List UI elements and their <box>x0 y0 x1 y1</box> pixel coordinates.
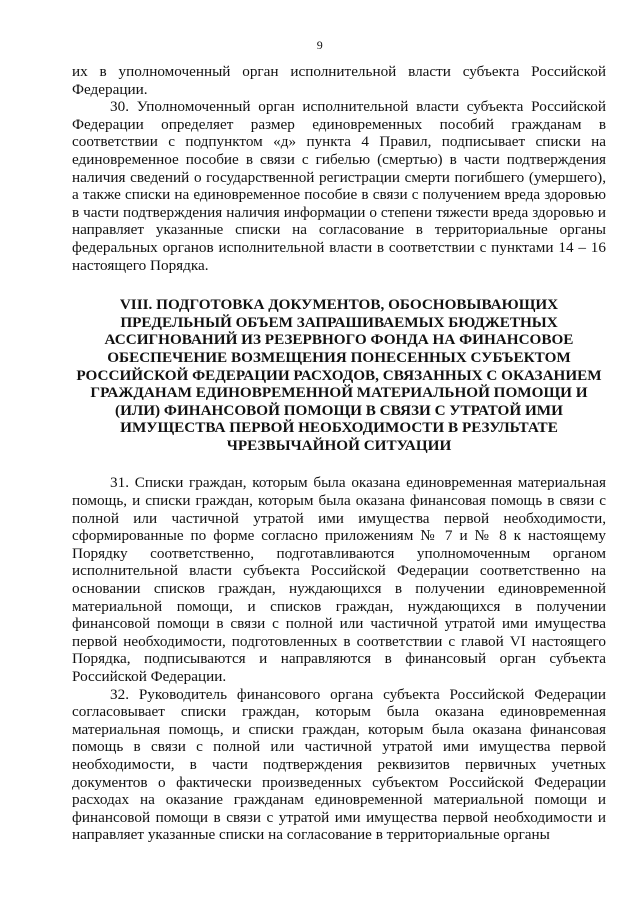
page-number: 9 <box>316 38 324 52</box>
document-body <box>72 63 606 844</box>
paragraph-continuation: их в уполномоченный орган исполнительной власти субъекта Российской Федерации. <box>72 63 606 98</box>
paragraph-30: 30. Уполномоченный орган исполнительной власти субъекта Российской Федерации определяет размер единовременных пособий гражданам в соответствии с подпунктом «д» пункта 4 Правил, подписывает списки на единовременное пособие в связи с гибелью (смертью) в части подтверждения наличия сведений о государственной регистрации смерти погибшего (умершего), а также списки на единовременное пособие в связи с получением вреда здоровью в части подтверждения наличия информации о степени тяжести вреда здоровью и направляет указанные списки на согласование в территориальные органы федеральных органов исполнительной власти в соответствии с пунктами 14 – 16 настоящего Порядка. <box>72 98 606 274</box>
paragraph-32: 32. Руководитель финансового органа субъекта Российской Федерации согласовывает списки граждан, которым была оказана единовременная материальная помощь, и списки граждан, которым была оказана финансовая помощь в связи с полной или частичной утратой ими имущества первой необходимости, в части подтверждения реквизитов первичных учетных документов о фактически произведенных субъектом Российской Федерации расходах на оказание гражданам единовременной материальной помощи и финансовой помощи в связи с утратой ими имущества первой необходимости и направляет указанные списки на согласование в территориальные органы <box>72 685 606 844</box>
section-title: VIII. ПОДГОТОВКА ДОКУМЕНТОВ, ОБОСНОВЫВАЮЩИХ ПРЕДЕЛЬНЫЙ ОБЪЕМ ЗАПРАШИВАЕМЫХ БЮДЖЕТНЫХ АССИГНОВАНИЙ ИЗ РЕЗЕРВНОГО ФОНДА НА ФИНАНСОВОЕ ОБЕСПЕЧЕНИЕ ВОЗМЕЩЕНИЯ ПОНЕСЕННЫХ СУБЪЕКТОМ РОССИЙСКОЙ ФЕДЕРАЦИИ РАСХОДОВ, СВЯЗАННЫХ С ОКАЗАНИЕМ ГРАЖДАНАМ ЕДИНОВРЕМЕННОЙ МАТЕРИАЛЬНОЙ ПОМОЩИ И (ИЛИ) ФИНАНСОВОЙ ПОМОЩИ В СВЯЗИ С УТРАТОЙ ИМИ ИМУЩЕСТВА ПЕРВОЙ НЕОБХОДИМОСТИ В РЕЗУЛЬТАТЕ ЧРЕЗВЫЧАЙНОЙ СИТУАЦИИ <box>76 296 602 454</box>
paragraph-31: 31. Списки граждан, которым была оказана единовременная материальная помощь, и списки граждан, которым была оказана финансовая помощь в связи с полной или частичной утратой ими имущества первой необходимости, сформированные по форме согласно приложениям № 7 и № 8 к настоящему Порядку соответственно, подготавливаются уполномоченным органом исполнительной власти субъекта Российской Федерации соответственно на основании списков граждан, нуждающихся в получении единовременной материальной помощи, и списков граждан, нуждающихся в получении финансовой помощи в связи с полной или частичной утратой ими имущества первой необходимости, подготовленных в соответствии с главой VI настоящего Порядка, подписываются и направляются в финансовый орган субъекта Российской Федерации. <box>72 474 606 685</box>
